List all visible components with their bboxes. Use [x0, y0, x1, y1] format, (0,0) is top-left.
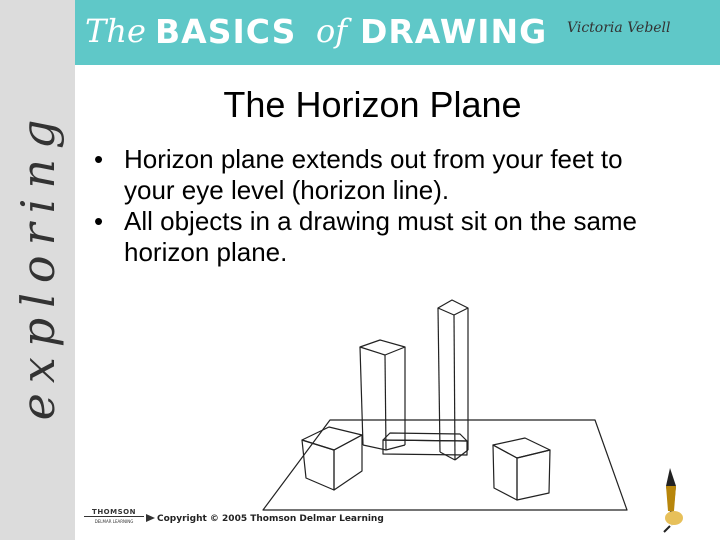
- sidebar-series-word: exploring: [11, 109, 65, 421]
- horizon-plane-illustration: [255, 295, 635, 525]
- tall-tower-shape: [438, 300, 468, 460]
- header-title-drawing: DRAWING: [360, 12, 548, 51]
- publisher-logo-sub: DELMAR LEARNING: [94, 519, 134, 524]
- publisher-logo: [84, 508, 144, 530]
- publisher-logo-name: THOMSON: [84, 508, 144, 517]
- header-title-the: The: [85, 12, 146, 50]
- footer-arrow-icon: [146, 513, 156, 523]
- header-title-of: of: [316, 12, 348, 50]
- bullet-item: [94, 206, 654, 268]
- pen-nib-icon: [652, 466, 692, 536]
- copyright-notice: Copyright © 2005 Thomson Delmar Learning: [157, 514, 384, 524]
- header-author: Victoria Vebell: [567, 20, 671, 36]
- bullet-list: [94, 144, 654, 268]
- bullet-item: [94, 144, 654, 206]
- sidebar: [0, 0, 75, 540]
- bullet-marker: •: [94, 144, 104, 174]
- slide-title: The Horizon Plane: [223, 84, 522, 125]
- bullet-text: All objects in a drawing must sit on the same horizon plane.: [124, 206, 638, 267]
- header-title-basics: BASICS: [155, 12, 297, 51]
- bullet-marker: •: [94, 206, 104, 236]
- header-banner: [75, 0, 720, 65]
- left-cube-shape: [302, 427, 362, 490]
- bullet-text: Horizon plane extends out from your feet to your eye level (horizon line).: [124, 144, 623, 205]
- right-cube-shape: [493, 438, 550, 500]
